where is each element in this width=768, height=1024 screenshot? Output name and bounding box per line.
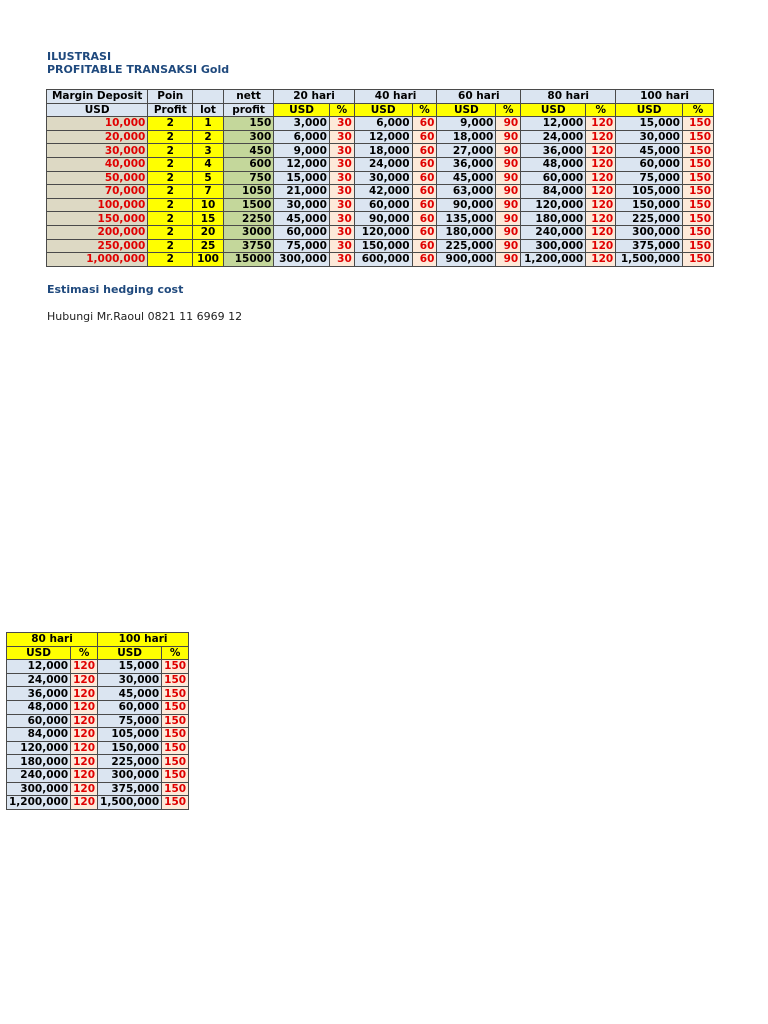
cell-poin-profit: 2 (148, 239, 193, 253)
cell-lot: 7 (193, 185, 224, 199)
cell-pct-60: 90 (496, 171, 521, 185)
subheader-nett-profit: profit (223, 103, 273, 117)
cell-pct-20: 30 (329, 253, 354, 267)
cell-usd-60: 63,000 (437, 185, 496, 199)
cell-lot: 2 (193, 130, 224, 144)
cell-pct-100: 150 (683, 225, 714, 239)
header-100-hari-continued: 100 hari (98, 633, 189, 647)
cell-pct-80-continued: 120 (71, 700, 98, 714)
cell-pct-100-continued: 150 (162, 782, 189, 796)
cell-lot: 10 (193, 198, 224, 212)
cell-poin-profit: 2 (148, 225, 193, 239)
cell-pct-80-continued: 120 (71, 741, 98, 755)
subheader-pct-100: % (683, 103, 714, 117)
cell-usd-100-continued: 105,000 (98, 728, 162, 742)
cell-usd-20: 3,000 (274, 117, 330, 131)
cell-usd-80-continued: 180,000 (7, 755, 71, 769)
cell-usd-60: 36,000 (437, 157, 496, 171)
cell-pct-80-continued: 120 (71, 728, 98, 742)
cell-usd-100: 30,000 (616, 130, 683, 144)
cell-usd-80-continued: 120,000 (7, 741, 71, 755)
sheet-title: ILUSTRASI (47, 50, 112, 63)
cell-pct-20: 30 (329, 225, 354, 239)
cell-pct-40: 60 (412, 185, 437, 199)
header-80-hari: 80 hari (521, 90, 616, 104)
cell-usd-40: 24,000 (354, 157, 412, 171)
cell-usd-60: 9,000 (437, 117, 496, 131)
cell-pct-80: 120 (586, 225, 616, 239)
cell-usd-60: 180,000 (437, 225, 496, 239)
cell-usd-20: 60,000 (274, 225, 330, 239)
subheader-usd-60: USD (437, 103, 496, 117)
subheader-pct-80: % (586, 103, 616, 117)
table-row (47, 253, 714, 267)
cell-usd-100: 105,000 (616, 185, 683, 199)
cell-pct-40: 60 (412, 225, 437, 239)
cell-usd-80-continued: 240,000 (7, 768, 71, 782)
cell-pct-40: 60 (412, 239, 437, 253)
contact-info: Hubungi Mr.Raoul 0821 11 6969 12 (47, 310, 243, 323)
cell-lot: 15 (193, 212, 224, 226)
cell-poin-profit: 2 (148, 144, 193, 158)
profit-table-page-1 (46, 89, 714, 269)
cell-nett-profit: 450 (223, 144, 273, 158)
cell-usd-80: 300,000 (521, 239, 586, 253)
cell-usd-40: 120,000 (354, 225, 412, 239)
cell-usd-100: 300,000 (616, 225, 683, 239)
cell-usd-40: 6,000 (354, 117, 412, 131)
cell-pct-100-continued: 150 (162, 714, 189, 728)
table-row-continued (7, 782, 189, 796)
cell-usd-80: 48,000 (521, 157, 586, 171)
cell-usd-100-continued: 150,000 (98, 741, 162, 755)
cell-usd-20: 12,000 (274, 157, 330, 171)
cell-usd-80-continued: 24,000 (7, 673, 71, 687)
cell-nett-profit: 750 (223, 171, 273, 185)
cell-usd-80-continued: 1,200,000 (7, 796, 71, 810)
cell-nett-profit: 1050 (223, 185, 273, 199)
cell-usd-20: 75,000 (274, 239, 330, 253)
table-row (47, 144, 714, 158)
cell-poin-profit: 2 (148, 212, 193, 226)
cell-pct-80-continued: 120 (71, 768, 98, 782)
cell-pct-60: 90 (496, 157, 521, 171)
subheader-usd-100-continued: USD (98, 646, 162, 660)
cell-pct-80-continued: 120 (71, 755, 98, 769)
cell-pct-100: 150 (683, 130, 714, 144)
subheader-pct-60: % (496, 103, 521, 117)
cell-nett-profit: 300 (223, 130, 273, 144)
cell-lot: 3 (193, 144, 224, 158)
cell-usd-40: 90,000 (354, 212, 412, 226)
cell-margin-usd: 20,000 (47, 130, 148, 144)
cell-usd-80-continued: 36,000 (7, 687, 71, 701)
cell-usd-80-continued: 84,000 (7, 728, 71, 742)
cell-usd-100-continued: 300,000 (98, 768, 162, 782)
cell-lot: 5 (193, 171, 224, 185)
cell-usd-80: 120,000 (521, 198, 586, 212)
cell-usd-20: 6,000 (274, 130, 330, 144)
cell-usd-20: 9,000 (274, 144, 330, 158)
cell-poin-profit: 2 (148, 130, 193, 144)
cell-margin-usd: 1,000,000 (47, 253, 148, 267)
cell-margin-usd: 70,000 (47, 185, 148, 199)
cell-usd-80: 240,000 (521, 225, 586, 239)
cell-pct-20: 30 (329, 130, 354, 144)
cell-usd-40: 150,000 (354, 239, 412, 253)
cell-pct-80: 120 (586, 185, 616, 199)
cell-usd-40: 42,000 (354, 185, 412, 199)
table-row-continued (7, 660, 189, 674)
cell-usd-80: 180,000 (521, 212, 586, 226)
cell-pct-20: 30 (329, 171, 354, 185)
subheader-margin-usd: USD (47, 103, 148, 117)
cell-nett-profit: 1500 (223, 198, 273, 212)
table-row (47, 212, 714, 226)
cell-usd-60: 45,000 (437, 171, 496, 185)
cell-pct-100: 150 (683, 253, 714, 267)
cell-usd-80: 84,000 (521, 185, 586, 199)
cell-usd-60: 18,000 (437, 130, 496, 144)
table-row-continued (7, 714, 189, 728)
cell-usd-100-continued: 1,500,000 (98, 796, 162, 810)
cell-nett-profit: 3000 (223, 225, 273, 239)
cell-usd-100-continued: 60,000 (98, 700, 162, 714)
cell-pct-80-continued: 120 (71, 673, 98, 687)
table-row-continued (7, 673, 189, 687)
cell-usd-100-continued: 375,000 (98, 782, 162, 796)
cell-usd-80-continued: 12,000 (7, 660, 71, 674)
cell-usd-80: 24,000 (521, 130, 586, 144)
header-blank (193, 90, 224, 104)
subheader-pct-100-continued: % (162, 646, 189, 660)
sheet-subtitle: PROFITABLE TRANSAKSI Gold (47, 63, 230, 76)
cell-pct-60: 90 (496, 117, 521, 131)
cell-pct-80: 120 (586, 212, 616, 226)
cell-usd-100-continued: 15,000 (98, 660, 162, 674)
cell-usd-100-continued: 225,000 (98, 755, 162, 769)
header-60-hari: 60 hari (437, 90, 521, 104)
cell-nett-profit: 600 (223, 157, 273, 171)
cell-usd-40: 600,000 (354, 253, 412, 267)
cell-usd-100: 150,000 (616, 198, 683, 212)
table-row-continued (7, 768, 189, 782)
table-row (47, 225, 714, 239)
cell-usd-80: 36,000 (521, 144, 586, 158)
cell-nett-profit: 2250 (223, 212, 273, 226)
cell-pct-60: 90 (496, 225, 521, 239)
cell-pct-20: 30 (329, 144, 354, 158)
cell-pct-60: 90 (496, 253, 521, 267)
table-row (47, 171, 714, 185)
cell-usd-100-continued: 75,000 (98, 714, 162, 728)
cell-usd-80: 1,200,000 (521, 253, 586, 267)
cell-pct-100: 150 (683, 198, 714, 212)
cell-usd-100-continued: 30,000 (98, 673, 162, 687)
cell-pct-80: 120 (586, 117, 616, 131)
cell-margin-usd: 100,000 (47, 198, 148, 212)
cell-pct-80-continued: 120 (71, 796, 98, 810)
cell-pct-100-continued: 150 (162, 687, 189, 701)
cell-pct-80: 120 (586, 144, 616, 158)
cell-pct-100-continued: 150 (162, 660, 189, 674)
hedging-cost-label: Estimasi hedging cost (47, 283, 184, 296)
cell-margin-usd: 200,000 (47, 225, 148, 239)
cell-pct-80-continued: 120 (71, 714, 98, 728)
cell-pct-40: 60 (412, 144, 437, 158)
cell-margin-usd: 40,000 (47, 157, 148, 171)
cell-pct-60: 90 (496, 212, 521, 226)
header-20-hari: 20 hari (274, 90, 355, 104)
cell-pct-20: 30 (329, 157, 354, 171)
table-row (47, 117, 714, 131)
cell-poin-profit: 2 (148, 198, 193, 212)
cell-pct-100-continued: 150 (162, 768, 189, 782)
cell-usd-60: 27,000 (437, 144, 496, 158)
cell-pct-20: 30 (329, 185, 354, 199)
profit-table-continued (6, 632, 189, 810)
cell-pct-40: 60 (412, 117, 437, 131)
cell-usd-60: 900,000 (437, 253, 496, 267)
cell-usd-80-continued: 300,000 (7, 782, 71, 796)
cell-poin-profit: 2 (148, 185, 193, 199)
header-80-hari-continued: 80 hari (7, 633, 98, 647)
profit-table-page-2 (9, 632, 201, 812)
cell-pct-40: 60 (412, 212, 437, 226)
subheader-usd-40: USD (354, 103, 412, 117)
table-row (47, 157, 714, 171)
cell-pct-40: 60 (412, 253, 437, 267)
cell-usd-80: 12,000 (521, 117, 586, 131)
header-40-hari: 40 hari (354, 90, 437, 104)
cell-pct-40: 60 (412, 130, 437, 144)
cell-nett-profit: 15000 (223, 253, 273, 267)
cell-lot: 20 (193, 225, 224, 239)
cell-usd-100: 225,000 (616, 212, 683, 226)
cell-usd-20: 30,000 (274, 198, 330, 212)
cell-pct-60: 90 (496, 130, 521, 144)
cell-usd-40: 60,000 (354, 198, 412, 212)
cell-usd-100: 45,000 (616, 144, 683, 158)
table-row-continued (7, 796, 189, 810)
cell-usd-20: 45,000 (274, 212, 330, 226)
cell-pct-20: 30 (329, 198, 354, 212)
cell-poin-profit: 2 (148, 171, 193, 185)
cell-lot: 1 (193, 117, 224, 131)
table-row-continued (7, 687, 189, 701)
cell-margin-usd: 150,000 (47, 212, 148, 226)
cell-pct-100: 150 (683, 185, 714, 199)
subheader-usd-100: USD (616, 103, 683, 117)
cell-usd-100-continued: 45,000 (98, 687, 162, 701)
table-row (47, 239, 714, 253)
table-row (47, 130, 714, 144)
cell-pct-20: 30 (329, 117, 354, 131)
header-poin: Poin (148, 90, 193, 104)
cell-lot: 4 (193, 157, 224, 171)
cell-pct-80: 120 (586, 253, 616, 267)
cell-pct-80-continued: 120 (71, 660, 98, 674)
cell-usd-60: 90,000 (437, 198, 496, 212)
cell-usd-80-continued: 60,000 (7, 714, 71, 728)
subheader-lot: lot (193, 103, 224, 117)
cell-pct-100-continued: 150 (162, 741, 189, 755)
table-row-continued (7, 755, 189, 769)
cell-pct-80: 120 (586, 198, 616, 212)
cell-usd-100: 375,000 (616, 239, 683, 253)
cell-usd-20: 21,000 (274, 185, 330, 199)
subheader-usd-80-continued: USD (7, 646, 71, 660)
cell-pct-60: 90 (496, 144, 521, 158)
cell-pct-20: 30 (329, 212, 354, 226)
cell-usd-40: 30,000 (354, 171, 412, 185)
profit-table (46, 89, 714, 267)
cell-pct-80: 120 (586, 157, 616, 171)
cell-poin-profit: 2 (148, 117, 193, 131)
cell-usd-60: 225,000 (437, 239, 496, 253)
cell-pct-100: 150 (683, 212, 714, 226)
cell-pct-80: 120 (586, 171, 616, 185)
cell-usd-100: 60,000 (616, 157, 683, 171)
cell-poin-profit: 2 (148, 253, 193, 267)
subheader-usd-80: USD (521, 103, 586, 117)
cell-margin-usd: 250,000 (47, 239, 148, 253)
cell-pct-100: 150 (683, 117, 714, 131)
cell-nett-profit: 150 (223, 117, 273, 131)
cell-pct-100-continued: 150 (162, 796, 189, 810)
cell-pct-100-continued: 150 (162, 700, 189, 714)
cell-usd-100: 1,500,000 (616, 253, 683, 267)
cell-pct-60: 90 (496, 185, 521, 199)
cell-nett-profit: 3750 (223, 239, 273, 253)
cell-pct-80: 120 (586, 239, 616, 253)
cell-pct-40: 60 (412, 157, 437, 171)
cell-pct-60: 90 (496, 239, 521, 253)
cell-usd-100: 75,000 (616, 171, 683, 185)
cell-pct-100: 150 (683, 171, 714, 185)
cell-pct-40: 60 (412, 198, 437, 212)
table-row-continued (7, 728, 189, 742)
subheader-pct-80-continued: % (71, 646, 98, 660)
table-row-continued (7, 700, 189, 714)
subheader-usd-20: USD (274, 103, 330, 117)
cell-poin-profit: 2 (148, 157, 193, 171)
cell-pct-100-continued: 150 (162, 755, 189, 769)
cell-usd-40: 18,000 (354, 144, 412, 158)
cell-pct-80-continued: 120 (71, 687, 98, 701)
cell-pct-100: 150 (683, 144, 714, 158)
subheader-poin-profit: Profit (148, 103, 193, 117)
cell-usd-20: 300,000 (274, 253, 330, 267)
cell-usd-80: 60,000 (521, 171, 586, 185)
cell-pct-100-continued: 150 (162, 728, 189, 742)
table-row (47, 198, 714, 212)
header-100-hari: 100 hari (616, 90, 714, 104)
cell-pct-20: 30 (329, 239, 354, 253)
cell-pct-40: 60 (412, 171, 437, 185)
header-margin-deposit: Margin Deposit (47, 90, 148, 104)
header-nett: nett (223, 90, 273, 104)
cell-usd-80-continued: 48,000 (7, 700, 71, 714)
cell-lot: 100 (193, 253, 224, 267)
cell-usd-40: 12,000 (354, 130, 412, 144)
cell-pct-60: 90 (496, 198, 521, 212)
table-row-continued (7, 741, 189, 755)
cell-margin-usd: 30,000 (47, 144, 148, 158)
cell-usd-20: 15,000 (274, 171, 330, 185)
cell-pct-100: 150 (683, 157, 714, 171)
cell-margin-usd: 10,000 (47, 117, 148, 131)
subheader-pct-20: % (329, 103, 354, 117)
table-row (47, 185, 714, 199)
cell-margin-usd: 50,000 (47, 171, 148, 185)
cell-pct-100: 150 (683, 239, 714, 253)
cell-pct-80: 120 (586, 130, 616, 144)
subheader-pct-40: % (412, 103, 437, 117)
cell-usd-60: 135,000 (437, 212, 496, 226)
cell-usd-100: 15,000 (616, 117, 683, 131)
cell-lot: 25 (193, 239, 224, 253)
cell-pct-80-continued: 120 (71, 782, 98, 796)
cell-pct-100-continued: 150 (162, 673, 189, 687)
